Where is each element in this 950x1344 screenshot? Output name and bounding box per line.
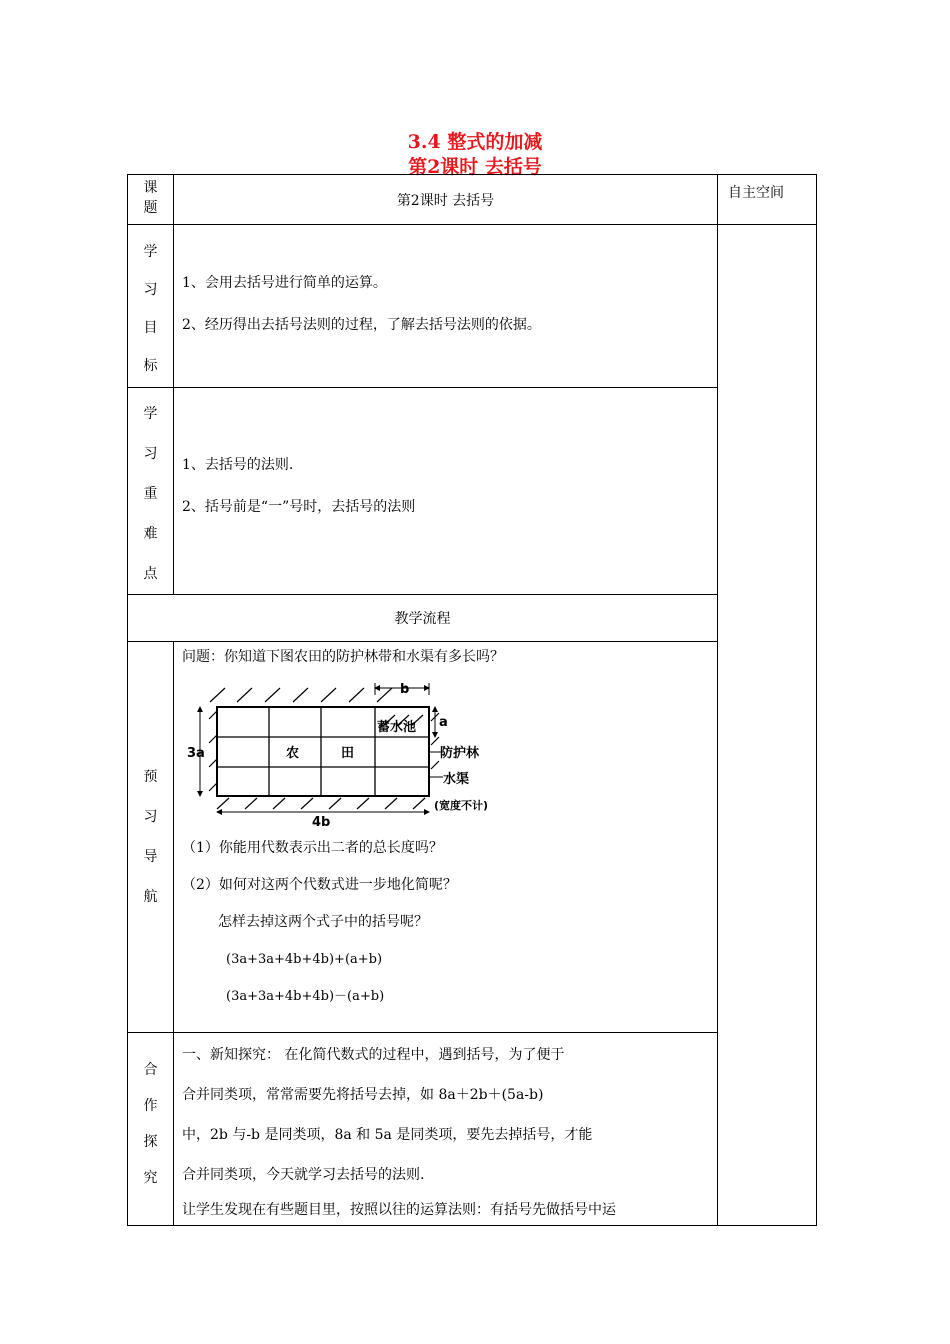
lesson-subtitle: 第2课时 去括号	[408, 156, 542, 178]
label-3a: 3a	[187, 746, 205, 761]
lesson-plan-table	[127, 174, 817, 1226]
row-label-cooperate: 合 作 探 究	[128, 1033, 174, 1226]
label-b: b	[400, 682, 410, 697]
label-canal: 水渠	[443, 772, 470, 787]
label-width-note: (宽度不计)	[434, 799, 489, 812]
explore-line: 合并同类项，常常需要先将括号去掉，如 8a＋2b＋(5a-b)	[182, 1087, 544, 1103]
cooperate-cell	[174, 1033, 718, 1226]
topic-cell: 第2课时 去括号	[174, 175, 718, 225]
label-field-2: 田	[341, 746, 355, 761]
question-2: （2）如何对这两个代数式进一步地化简呢？	[182, 877, 457, 893]
process-heading: 教学流程	[128, 595, 718, 642]
side-space	[718, 225, 817, 1226]
side-space-header: 自主空间	[718, 175, 817, 225]
question-3: 怎样去掉这两个式子中的括号呢？	[218, 914, 428, 930]
explore-line: 合并同类项，今天就学习去括号的法则.	[182, 1167, 425, 1183]
label-4b: 4b	[312, 815, 331, 826]
explore-line: 中，2b 与-b 是同类项，8a 和 5a 是同类项，要先去掉括号，才能	[182, 1127, 593, 1143]
objectives-cell	[174, 225, 718, 388]
label-field-1: 农	[286, 746, 300, 761]
objective-item: 1、会用去括号进行简单的运算。	[182, 275, 387, 291]
row-label-topic: 课 题	[128, 175, 174, 225]
objective-item: 2、经历得出去括号法则的过程，了解去括号法则的依据。	[182, 317, 541, 333]
label-forest: 防护林	[440, 746, 480, 761]
label-a: a	[439, 715, 448, 730]
label-pond: 蓄水池	[377, 720, 417, 735]
expression-1: (3a+3a+4b+4b)+(a+b)	[226, 952, 383, 967]
expression-2: (3a+3a+4b+4b)－(a+b)	[226, 989, 385, 1004]
key-point-item: 2、括号前是“一”号时，去括号的法则	[182, 499, 416, 515]
explore-line: 让学生发现在有些题目里，按照以往的运算法则：有括号先做括号中运	[182, 1202, 616, 1218]
farmland-diagram	[187, 681, 527, 826]
question-1: （1）你能用代数表示出二者的总长度吗？	[182, 840, 443, 856]
row-label-key-points: 学 习 重 难 点	[128, 388, 174, 595]
explore-line: 一、新知探究： 在化简代数式的过程中，遇到括号，为了便于	[182, 1047, 565, 1063]
preview-question: 问题：你知道下图农田的防护林带和水渠有多长吗？	[182, 649, 504, 665]
row-label-preview: 预 习 导 航	[128, 642, 174, 1033]
key-points-cell	[174, 388, 718, 595]
preview-questions	[182, 830, 717, 1015]
preview-cell	[174, 642, 718, 1033]
key-point-item: 1、去括号的法则.	[182, 457, 294, 473]
lesson-title: 3.4 整式的加减	[407, 131, 543, 153]
row-label-objectives: 学 习 目 标	[128, 225, 174, 388]
